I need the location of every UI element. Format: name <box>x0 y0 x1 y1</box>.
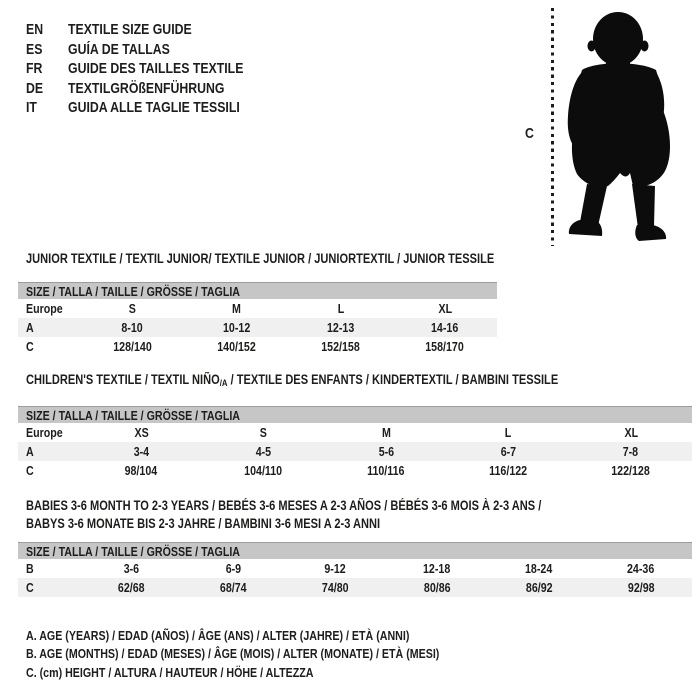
size-cell <box>80 320 184 335</box>
size-cell <box>447 463 569 478</box>
size-cell <box>289 339 393 354</box>
children-size-table <box>18 406 692 480</box>
language-code <box>26 41 68 58</box>
row-label <box>18 444 80 459</box>
size-cell <box>202 425 324 440</box>
size-cell <box>488 561 590 576</box>
language-code-text: EN <box>26 21 44 39</box>
size-cell <box>386 580 488 595</box>
size-cell <box>284 580 386 595</box>
size-cell <box>184 320 288 335</box>
size-cell <box>80 463 202 478</box>
language-code <box>26 80 68 97</box>
size-cell-text: XL <box>624 425 638 440</box>
language-name-text: GUIDE DES TAILLES TEXTILE <box>68 60 244 78</box>
size-cell-text: 86/92 <box>525 580 553 595</box>
size-cell <box>393 339 497 354</box>
size-header-text: SIZE / TALLA / TAILLE / GRÖSSE / TAGLIA <box>26 407 240 423</box>
size-cell <box>488 580 590 595</box>
size-cell-text: 158/170 <box>425 339 465 354</box>
row-label-text: Europe <box>26 301 63 316</box>
language-code <box>26 99 68 116</box>
size-header-band <box>18 282 497 299</box>
size-cell-text: 14-16 <box>431 320 459 335</box>
size-cell-text: 9-12 <box>324 561 346 576</box>
subscript-text: /A <box>219 378 228 389</box>
size-cell <box>80 444 202 459</box>
row-label <box>18 301 80 316</box>
toddler-silhouette-shapes <box>568 12 670 241</box>
size-cell-text: 140/152 <box>217 339 256 354</box>
size-cell-text: 3-6 <box>123 561 139 576</box>
size-cell <box>202 463 324 478</box>
size-cell-text: 98/104 <box>124 463 158 478</box>
size-cell <box>570 425 692 440</box>
size-cell <box>80 580 182 595</box>
size-cell <box>393 301 497 316</box>
size-cell <box>325 463 447 478</box>
size-cell-text: 80/86 <box>423 580 451 595</box>
table-row <box>18 559 692 578</box>
size-cell-text: 116/122 <box>489 463 528 478</box>
language-row <box>26 98 282 118</box>
language-name-text: GUIDA ALLE TAGLIE TESSILI <box>68 99 240 117</box>
language-row <box>26 20 282 40</box>
size-cell-text: L <box>337 301 344 316</box>
size-cell-text: M <box>231 301 241 316</box>
size-cell-text: 92/98 <box>627 580 655 595</box>
row-label <box>18 320 80 335</box>
size-header-band <box>18 406 692 423</box>
size-cell-text: 62/68 <box>117 580 145 595</box>
size-cell <box>447 425 569 440</box>
size-cell-text: 122/128 <box>611 463 651 478</box>
legend-line <box>26 626 530 645</box>
size-cell <box>80 425 202 440</box>
size-cell <box>284 561 386 576</box>
language-code <box>26 21 68 38</box>
size-cell-text: 10-12 <box>222 320 251 335</box>
size-cell-text: 152/158 <box>321 339 360 354</box>
legend-line <box>26 645 530 664</box>
table-row <box>18 423 692 442</box>
row-label <box>18 425 80 440</box>
size-cell <box>182 580 284 595</box>
size-cell-text: 7-8 <box>623 444 639 459</box>
size-cell <box>590 580 692 595</box>
language-list <box>26 20 282 118</box>
size-cell-text: 6-9 <box>225 561 241 576</box>
row-label-text: C <box>26 580 34 595</box>
size-cell-text: 24-36 <box>627 561 655 576</box>
language-name <box>68 41 192 58</box>
row-label <box>18 463 80 478</box>
language-row <box>26 59 282 79</box>
row-label-text: Europe <box>26 425 63 440</box>
size-cell-text: 5-6 <box>378 444 394 459</box>
size-cell <box>184 339 288 354</box>
size-cell <box>590 561 692 576</box>
legend-line-text: A. AGE (YEARS) / EDAD (AÑOS) / ÂGE (ANS) / ALTER (JAHRE) / ETÀ (ANNI) <box>26 627 410 643</box>
size-cell <box>80 301 184 316</box>
language-name <box>68 21 219 38</box>
language-code-text: IT <box>26 99 37 117</box>
size-cell-text: 6-7 <box>500 444 517 459</box>
language-row <box>26 40 282 60</box>
table-row <box>18 442 692 461</box>
size-cell-text: 104/110 <box>244 463 283 478</box>
language-code-text: FR <box>26 60 43 78</box>
size-cell <box>202 444 324 459</box>
language-code-text: ES <box>26 40 43 58</box>
height-measure-label: C <box>524 125 534 142</box>
table-row <box>18 318 497 337</box>
table-row <box>18 337 497 356</box>
babies-section-title: BABIES 3-6 MONTH TO 2-3 YEARS / BEBÉS 3-6 MESES A 2-3 AÑOS / BÉBÉS 3-6 MOIS À 2-3 ANS / BABYS 3-6 MONATE BIS 2-3 JAHRE / BAMBINI 3-6 MESI A 2-3 ANNI <box>26 498 542 531</box>
size-cell <box>80 339 184 354</box>
size-cell <box>570 463 692 478</box>
size-cell-text: 110/116 <box>367 463 405 478</box>
table-row <box>18 299 497 318</box>
size-cell-text: 74/80 <box>321 580 349 595</box>
size-cell-text: 68/74 <box>219 580 247 595</box>
table-row <box>18 578 692 597</box>
size-cell <box>325 425 447 440</box>
language-row <box>26 79 282 99</box>
size-cell-text: 4-5 <box>255 444 272 459</box>
children-section-title: CHILDREN'S TEXTILE / TEXTIL NIÑO/A / TEXTILE DES ENFANTS / KINDERTEXTIL / BAMBINI TESSILE <box>26 372 559 389</box>
height-dotted-line <box>551 8 554 246</box>
size-cell-text: XL <box>438 301 452 316</box>
row-label <box>18 561 80 576</box>
junior-section-title: JUNIOR TEXTILE / TEXTIL JUNIOR/ TEXTILE JUNIOR / JUNIORTEXTIL / JUNIOR TESSILE <box>26 251 495 266</box>
language-name-text: TEXTILE SIZE GUIDE <box>68 21 192 39</box>
size-cell <box>393 320 497 335</box>
language-name <box>68 99 277 116</box>
size-cell-text: 12-18 <box>423 561 451 576</box>
language-name <box>68 60 282 77</box>
size-header-band <box>18 542 692 559</box>
child-silhouette-image <box>560 8 700 253</box>
size-cell <box>325 444 447 459</box>
row-label-text: A <box>26 320 34 335</box>
size-cell-text: S <box>128 301 136 316</box>
size-cell <box>182 561 284 576</box>
size-cell <box>570 444 692 459</box>
size-cell-text: 128/140 <box>112 339 152 354</box>
row-label-text: A <box>26 444 34 459</box>
size-header-text: SIZE / TALLA / TAILLE / GRÖSSE / TAGLIA <box>26 543 240 559</box>
row-label-text: C <box>26 339 34 354</box>
legend-line-text: B. AGE (MONTHS) / EDAD (MESES) / ÂGE (MOIS) / ALTER (MONATE) / ETÀ (MESI) <box>26 646 440 662</box>
babies-size-table <box>18 542 692 597</box>
size-cell-text: 12-13 <box>326 320 355 335</box>
size-cell-text: 18-24 <box>525 561 553 576</box>
language-name-text: TEXTILGRÖßENFÜHRUNG <box>68 79 225 97</box>
size-cell-text: XS <box>134 425 149 440</box>
size-cell-text: M <box>381 425 391 440</box>
junior-size-table <box>18 282 497 356</box>
legend <box>26 626 530 682</box>
size-cell-text: L <box>505 425 512 440</box>
size-cell <box>80 561 182 576</box>
size-cell <box>289 301 393 316</box>
size-cell <box>184 301 288 316</box>
size-header-text: SIZE / TALLA / TAILLE / GRÖSSE / TAGLIA <box>26 283 240 299</box>
legend-line <box>26 663 530 682</box>
row-label <box>18 580 80 595</box>
legend-line-text: C. (cm) HEIGHT / ALTURA / HAUTEUR / HÖHE / ALTEZZA <box>26 664 314 680</box>
language-name <box>68 80 259 97</box>
size-cell <box>289 320 393 335</box>
table-row <box>18 461 692 480</box>
language-name-text: GUÍA DE TALLAS <box>68 40 170 58</box>
row-label-text: C <box>26 463 34 478</box>
size-cell-text: 8-10 <box>121 320 143 335</box>
row-label-text: B <box>26 561 34 576</box>
size-cell <box>386 561 488 576</box>
language-code <box>26 60 68 77</box>
size-cell-text: S <box>260 425 268 440</box>
size-cell <box>447 444 569 459</box>
row-label <box>18 339 80 354</box>
size-cell-text: 3-4 <box>133 444 149 459</box>
language-code-text: DE <box>26 79 44 97</box>
